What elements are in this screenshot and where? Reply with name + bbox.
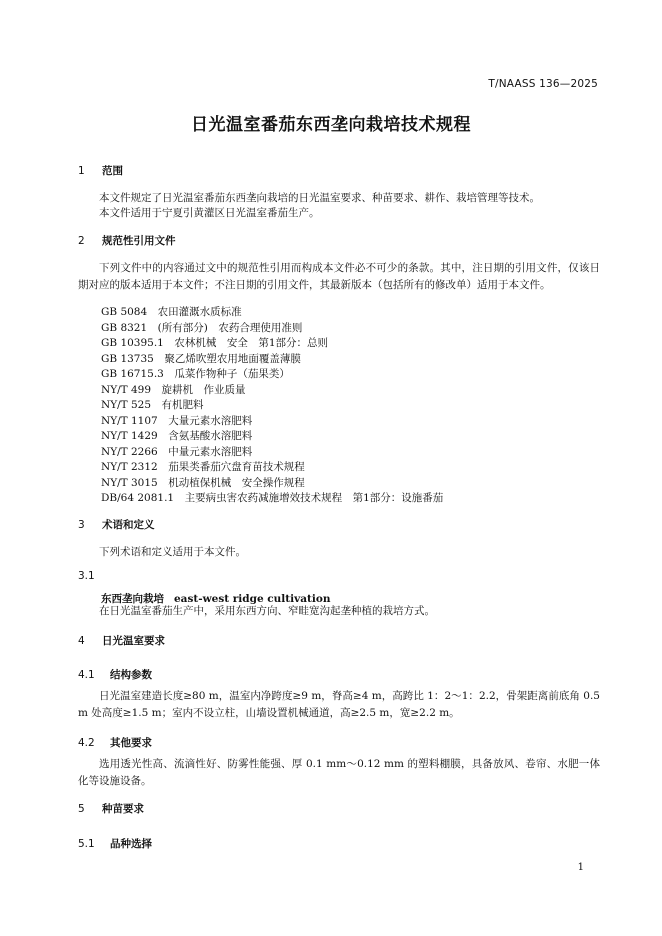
section-title: 种苗要求: [102, 803, 144, 815]
subsection-number: 4.2: [78, 737, 95, 749]
term-definition: 在日光温室番茄生产中，采用东西方向、窄畦宽沟起垄种植的栽培方式。: [99, 605, 435, 617]
reference-item: GB 16715.3 瓜菜作物种子（茄果类）: [101, 368, 290, 380]
section-number: 3: [78, 519, 85, 531]
section-title: 规范性引用文件: [102, 235, 176, 247]
section-number: 5: [78, 803, 85, 815]
section-number: 1: [78, 165, 85, 177]
subsection-heading: [78, 836, 152, 851]
subsection-title: 其他要求: [110, 737, 152, 749]
reference-item: NY/T 1429 含氨基酸水溶肥料: [101, 430, 253, 442]
reference-list: [101, 305, 443, 507]
subsection-number: 5.1: [78, 838, 95, 850]
paragraph: 本文件适用于宁夏引黄灌区日光温室番茄生产。: [99, 207, 320, 219]
reference-item: NY/T 2312 茄果类番茄穴盘育苗技术规程: [101, 461, 305, 473]
section-number: 2: [78, 235, 85, 247]
reference-item: NY/T 1107 大量元素水溶肥料: [101, 414, 253, 427]
section-heading-scope: [78, 163, 123, 178]
reference-item: GB 13735 聚乙烯吹塑农用地面覆盖薄膜: [101, 352, 301, 365]
section-title: 日光温室要求: [102, 635, 165, 647]
section-heading-normative-references: [78, 233, 176, 248]
subsection-number: 4.1: [78, 669, 95, 681]
section-heading-seedling: [78, 801, 144, 816]
reference-item: DB/64 2081.1 主要病虫害农药减施增效技术规程 第1部分：设施番茄: [101, 492, 444, 504]
subsection-title: 结构参数: [110, 669, 152, 681]
section-heading-greenhouse: [78, 633, 165, 648]
section-title: 术语和定义: [102, 519, 155, 531]
reference-item: NY/T 499 旋耕机 作业质量: [101, 383, 246, 396]
reference-item: NY/T 2266 中量元素水溶肥料: [101, 445, 253, 458]
reference-item: GB 5084 农田灌溉水质标准: [101, 306, 242, 318]
reference-item: GB 10395.1 农林机械 安全 第1部分：总则: [101, 337, 329, 349]
document-title: 日光温室番茄东西垄向栽培技术规程: [191, 115, 471, 135]
reference-item: GB 8321 (所有部分) 农药合理使用准则: [101, 321, 303, 334]
subsection-title: 品种选择: [110, 838, 152, 850]
paragraph: 本文件规定了日光温室番茄东西垄向栽培的日光温室要求、种苗要求、耕作、栽培管理等技术。: [99, 192, 540, 204]
term-english: east-west ridge cultivation: [174, 593, 331, 605]
paragraph: 下列文件中的内容通过文中的规范性引用而构成本文件必不可少的条款。其中，注日期的引用文件，仅该日期对应的版本适用于本文件；不注日期的引用文件，其最新版本（包括所有的修改单）适用于本文件。: [78, 262, 600, 291]
subsection-heading: [78, 735, 152, 750]
term-chinese: 东西垄向栽培: [101, 593, 164, 605]
reference-item: NY/T 3015 机动植保机械 安全操作规程: [101, 476, 305, 489]
paragraph: 选用透光性高、流滴性好、防雾性能强、厚 0.1 mm～0.12 mm 的塑料棚膜，具备放风、卷帘、水肥一体化等设施设备。: [78, 758, 600, 787]
section-number: 4: [78, 635, 85, 647]
clause-number: 3.1: [78, 570, 95, 582]
standard-code: T/NAASS 136—2025: [488, 78, 598, 90]
section-title: 范围: [102, 165, 123, 177]
paragraph: 日光温室建造长度≥80 m，温室内净跨度≥9 m，脊高≥4 m，高跨比 1：2～1：2.2，骨架距离前底角 0.5 m 处高度≥1.5 m；室内不设立柱，山墙设置机械通道，高≥2.5 m，宽≥2.2 m。: [78, 690, 600, 719]
section-heading-terms: [78, 517, 155, 532]
page-number: 1: [577, 862, 584, 873]
subsection-heading: [78, 667, 152, 682]
paragraph: 下列术语和定义适用于本文件。: [99, 546, 246, 558]
reference-item: NY/T 525 有机肥料: [101, 399, 204, 411]
